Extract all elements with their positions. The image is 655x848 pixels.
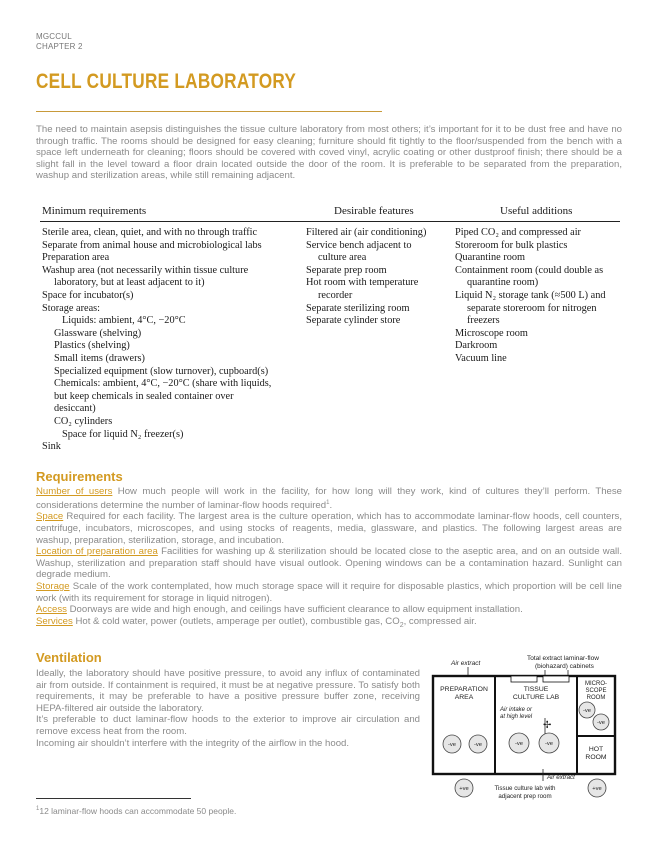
ventilation-paragraph-3: Incoming air shouldn’t interfere with the integrity of the airflow in the hood. [36,737,350,749]
requirements-section [36,486,622,631]
table-cell: Microscope room [455,327,528,339]
location-paragraph [36,546,622,581]
table-cell: Space for incubator(s) [42,289,134,301]
laminar-hood-1 [511,676,537,682]
table-cell: recorder [318,289,353,301]
number-end: . [329,499,333,511]
title-rule [36,111,382,112]
air-intake-label-1: Air intake or [500,707,533,713]
co2-subscript: 2 [399,621,404,629]
location-link[interactable]: Location of preparation area [36,546,158,558]
air-extract-bottom-label: Air extract [547,774,575,781]
table-cell: Separate prep room [306,264,387,276]
table-cell: Hot room with temperature [306,277,419,289]
table-cell: Containment room (could double as [455,264,604,276]
diagram-caption-2: adjacent prep room [498,793,552,800]
hot-room-label-2: ROOM [585,754,607,761]
pressure-label-lab-2: -ve [544,741,554,747]
pressure-label-prep-2: -ve [473,742,483,748]
table-cell: Preparation area [42,252,110,264]
table-cell: Plastics (shelving) [54,340,130,352]
services-end: , compressed air. [403,615,477,627]
pressure-label-outside-1: +ve [459,786,469,792]
space-text: Required for each facility. The largest area is the culture operation, which has to accommodate laminar-flow hoods, cell counters, centrifuge, incubators, microscopes, and using stocks of reagents, media, glassware, and plastics. The following largest areas are washup, preparation, sterilization, storage, and incubation. [36,511,622,546]
table-cell: laboratory, but at least adjacent to it) [54,277,205,289]
storage-text: Scale of the work contemplated, how much storage space will it require for disposable plastics, which proportion will be cell line work (with its requirement for storage in liquid nitrogen). [36,580,622,604]
space-link[interactable]: Space [36,511,64,523]
prep-area-label-1: PREPARATION [440,686,488,693]
storage-link[interactable]: Storage [36,580,70,592]
number-of-users-text: How much people will work in the facility, for how long will they work, kind of cultures they’ll perform. These considerations determine the number of laminar-flow hoods required [36,486,622,511]
column-desirable-features [306,227,426,328]
table-cell: Separate sterilizing room [306,302,410,314]
column-minimum-requirements [42,227,271,454]
table-cell: Small items (drawers) [54,352,145,364]
table-cell: Piped CO₂ and compressed air [455,227,581,238]
table-cell: Liquid N₂ storage tank (≈500 L) and [455,289,606,301]
ventilation-paragraph-1: Ideally, the laboratory should have positive pressure, to avoid any influx of contaminated air from outside. If containment is required, it must be at negative pressure. To satisfy both requirements, it may be preferable to have a positive pressure buffer zone, receiving HEPA-filtered air outside the laboratory. [36,668,420,714]
table-cell: Space for liquid N₂ freezer(s) [62,428,184,440]
header-line-2: CHAPTER 2 [36,42,83,51]
pressure-label-lab-1: -ve [514,741,524,747]
footnote-number: 1 [36,806,40,813]
ventilation-heading: Ventilation [36,650,102,665]
table-cell: freezers [467,315,500,327]
footnote-rule [36,798,191,799]
table-cell: culture area [318,252,367,264]
page-title: CELL CULTURE LABORATORY [36,70,297,93]
number-of-users-link[interactable]: Number of users [36,486,113,497]
hot-room-label-1: HOT [588,746,604,753]
services-link[interactable]: Services [36,615,73,627]
requirements-heading: Requirements [36,469,123,484]
header-line-1: MGCCUL [36,32,72,41]
table-cell: Chemicals: ambient, 4°C, −20°C (share with liquids, [54,378,272,390]
table-cell: Filtered air (air conditioning) [306,227,427,238]
pressure-label-micro-2: -ve [596,720,606,726]
table-cell: Separate from animal house and microbiological labs [42,239,262,251]
total-extract-label-2: (biohazard) cabinets [535,663,594,670]
table-cell: Washup area (not necessarily within tissue culture [42,264,249,276]
table-cell: Liquids: ambient, 4°C, −20°C [62,315,186,327]
table-cell: Vacuum line [455,352,507,364]
table-cell: Sterile area, clean, quiet, and with no through traffic [42,227,258,238]
microscope-room-label-3: ROOM [586,695,606,701]
footnote-text: 12 laminar-flow hoods can accommodate 50 people. [39,806,237,816]
access-paragraph [36,604,622,616]
table-cell: Separate cylinder store [306,315,401,327]
air-extract-top-label: Air extract [451,660,481,667]
services-text: Hot & cold water, power (outlets, amperage per outlet), combustible gas, CO [72,615,400,627]
fan-symbol: ✢ [543,720,552,731]
table-cell: Glassware (shelving) [54,327,142,339]
table-cell: Storage areas: [42,302,101,314]
pressure-label-micro-1: -ve [582,708,592,714]
table-cell: quarantine room) [467,277,539,289]
location-text: Facilities for washing up & sterilization should be located close to the aseptic area, and on an outside wall. Washup, sterilization and preparation staff should have visual outlook. Opening windows can be a contamination hazard. Sunlight can degrade medium. [36,546,622,581]
table-header-rule [40,221,620,222]
column-useful-additions [455,227,606,366]
footnote-ref[interactable]: 1 [326,499,330,506]
prep-area-label-2: AREA [454,694,474,701]
tc-lab-label-1: TISSUE [523,686,549,693]
ventilation-paragraph-2: It’s preferable to duct laminar-flow hoods to the exterior to improve air circulation and remove excess heat from the room. [36,714,420,737]
pressure-label-outside-2: +ve [592,786,602,792]
lab-layout-diagram [425,654,625,804]
storage-paragraph [36,581,622,604]
table-cell: but keep chemicals in sealed container over [54,390,234,402]
table-cell: Quarantine room [455,252,526,264]
table-cell: desiccant) [54,403,96,415]
table-cell: Darkroom [455,340,498,352]
laminar-hood-2 [543,676,569,682]
total-extract-label-1: Total extract laminar-flow [527,655,599,662]
tc-lab-label-2: CULTURE LAB [512,694,560,701]
running-header [36,32,83,52]
table-cell: CO₂ cylinders [54,415,113,427]
table-cell: Specialized equipment (slow turnover), cupboard(s) [54,365,269,377]
footnote [36,806,236,816]
space-paragraph [36,511,622,546]
microscope-room-label-2: SCOPE [585,688,607,694]
ventilation-section [36,668,420,749]
air-intake-label-2: at high level [500,714,533,720]
access-text: Doorways are wide and high enough, and ceilings have sufficient clearance to allow equipment installation. [66,604,523,616]
diagram-caption-1: Tissue culture lab with [494,785,556,792]
number-of-users-paragraph [36,486,622,511]
header-minimum-requirements: Minimum requirements [42,205,147,217]
table-cell: Sink [42,441,61,453]
table-cell: separate storeroom for nitrogen [467,302,597,314]
table-cell: Service bench adjacent to [306,239,412,251]
microscope-room-label-1: MICRO- [585,681,607,687]
table-cell: Storeroom for bulk plastics [455,239,568,251]
pressure-label-prep-1: -ve [447,742,457,748]
services-paragraph [36,616,622,632]
header-desirable-features: Desirable features [334,205,414,217]
intro-paragraph: The need to maintain asepsis distinguishes the tissue culture laboratory from most others; it’s important for it to be dust free and have no through traffic. The rooms should be designed for easy cleaning; furniture should fit tightly to the floor/suspended from the bench with a space left underneath for cleaning; floors should be covered with coved vinyl, acrylic coating or other dustproof finish; there should be a slight fall in the level toward a floor drain located outside the door of the room. It is preferable to be separated from the preparation, washup and sterilization areas, while still remaining adjacent. [36,124,622,182]
header-useful-additions: Useful additions [500,205,573,217]
access-link[interactable]: Access [36,604,67,616]
